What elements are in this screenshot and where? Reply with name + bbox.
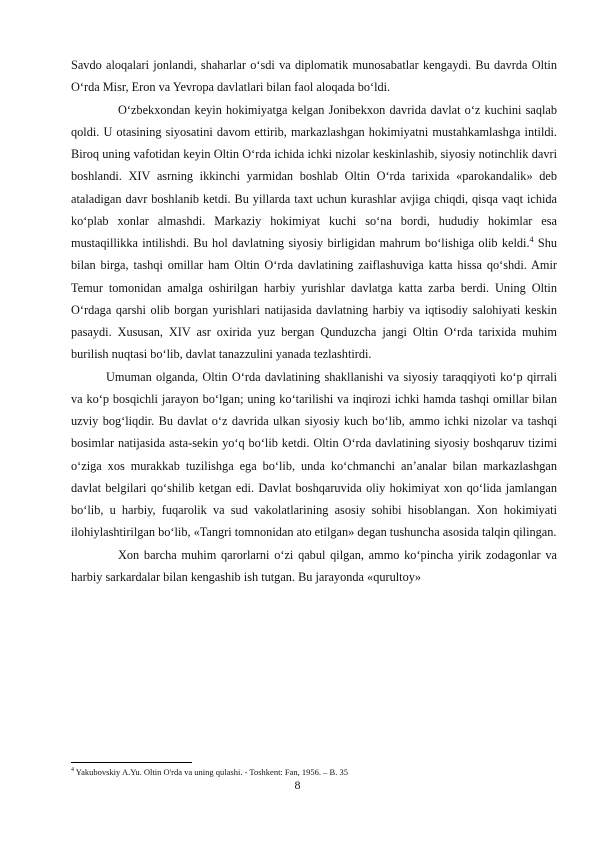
paragraph-1 [71,54,557,99]
footnote-ref[interactable]: 4 [529,234,534,244]
paragraph-2 [71,99,557,366]
paragraph-4 [71,544,557,589]
paragraph-3-text: Umuman olganda, Oltin O‘rda davlatining shakllanishi va siyosiy taraqqiyoti ko‘p qirrali va ko‘p bosqichli jarayon bo‘lgan; uning ko‘tarilishi va inqirozi ichki hamda tashqi omillar bilan uzviy bog‘liqdir. Bu davlat o‘z davrida ulkan siyosiy kuch bo‘lib, ammo ichki nizolar va tashqi bosimlar natijasida asta-sekin yo‘q bo‘lib ketdi. Oltin O‘rda davlatining siyosiy boshqaruv tizimi o‘ziga xos murakkab tuzilishga ega bo‘lib, unda ko‘chmanchi an’analar bilan markazlashgan davlat belgilari qo‘shilib ketgan edi. Davlat boshqaruvida oliy hokimiyat xon qo‘lida jamlangan bo‘lib, u harbiy, fuqarolik va sud vakolatlarining asosiy sohibi hisoblangan. Xon hokimiyati ilohiylashtirilgan bo‘lib, «Tangri tomnonidan ato etilgan» degan tushuncha asosida talqin qilingan. [71,369,557,540]
footnote-number: 4 [71,767,74,774]
paragraph-1-text: Savdo aloqalari jonlandi, shaharlar o‘sdi va diplomatik munosabatlar kengaydi. Bu davrda Oltin O‘rda Misr, Eron va Yevropa davlatlari bilan faol aloqada bo‘ldi. [71,58,557,95]
page-number: 8 [294,778,301,792]
paragraph-3 [71,366,557,544]
paragraph-2-text-a: O‘zbekxondan keyin hokimiyatga kelgan Jonibekxon davrida davlat o‘z kuchini saqlab qoldi. U otasining siyosatini davom ettirib, markazlashgan hokimiyatni mustahkamlashga intildi. Biroq uning vafotidan keyin Oltin O‘rda ichida ichki nizolar keskinlashib, siyosiy notinchlik davri boshlandi. XIV asrning ikkinchi yarmidan boshlab Oltin O‘rda tarixida «parokandalik» deb ataladigan davr boshlanib ketdi. Bu yillarda taxt uchun kurashlar avjiga chiqdi, qisqa vaqt ichida ko‘plab xonlar almashdi. Markaziy hokimiyat kuchi so‘na bordi, hududiy hokimlar esa mustaqillikka intilishdi. Bu hol davlatning siyosiy birligidan mahrum bo‘lishiga olib keldi. [71,102,557,250]
body-text [71,54,557,588]
paragraph-4-text: Xon barcha muhim qarorlarni o‘zi qabul qilgan, ammo ko‘pincha yirik zodagonlar va harbiy sarkardalar bilan kengashib ish tutgan. Bu jarayonda «qurultoy» [71,547,557,584]
footnote-separator [71,762,192,763]
paragraph-2-text-b: Shu bilan birga, tashqi omillar ham Oltin O‘rda davlatining zaiflashuviga katta hissa qo‘shdi. Amir Temur tomonidan amalga oshirilgan harbiy yurishlar davlatga katta zarba berdi. Uning Oltin O‘rdaga qarshi olib borgan yurishlari natijasida davlatning harbiy va iqtisodiy salohiyati keskin pasaydi. Xususan, XIV asr oxirida yuz bergan Qunduzcha jangi Oltin O‘rda tarixida muhim burilish nuqtasi bo‘lib, davlat tanazzulini yanada tezlashtirdi. [71,236,558,362]
footnote-text: Yakubovskiy A.Yu. Oltin O'rda va uning qulashi. - Toshkent: Fan, 1956. – B. 35 [74,767,348,777]
footnote [71,767,557,778]
